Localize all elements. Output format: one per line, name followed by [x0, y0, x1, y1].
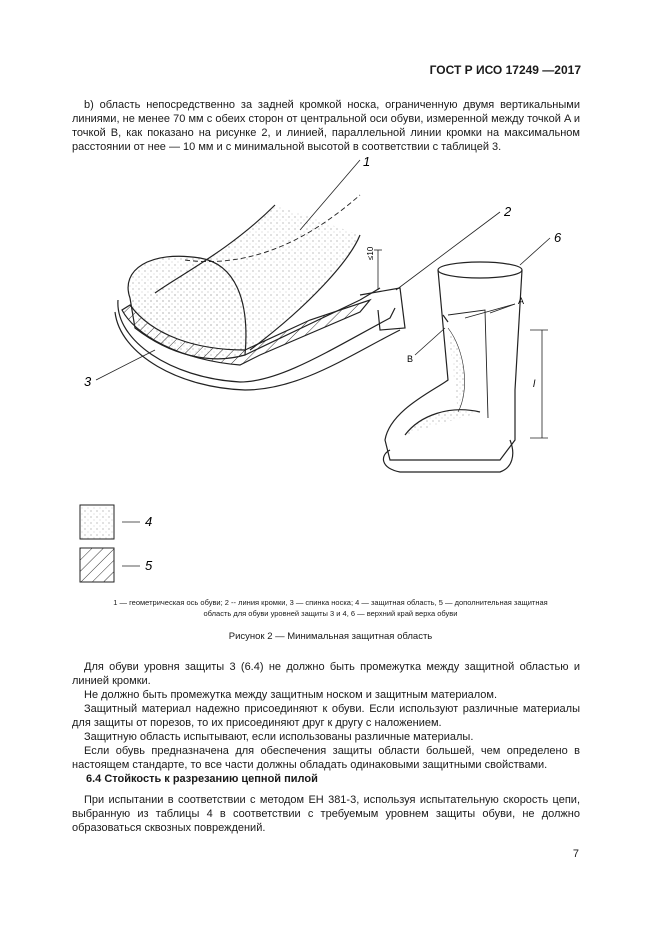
label-4: 4: [145, 514, 153, 529]
legend-line-2: область для обуви уровней защиты 3 и 4, 6 — верхний край верха обуви: [203, 609, 458, 618]
standard-header: ГОСТ Р ИСО 17249 —2017: [429, 63, 581, 77]
label-6: 6: [554, 230, 562, 245]
body-paragraph-2: [72, 688, 580, 702]
page-number: 7: [572, 848, 579, 860]
body-text-3: Защитный материал надежно присоединяют к обуви. Если используют различные материалы для защиты от порезов, то их присоединяют друг к другу с наложением.: [72, 703, 580, 729]
label-3: 3: [84, 374, 92, 389]
label-b: B: [407, 354, 414, 364]
body-paragraph-3: [72, 702, 580, 730]
section-text: При испытании в соответствии с методом ЕН 381-3, используя испытательную скорость цепи, выбранную из таблицы 4 в соответствии с требуемым уровнем защиты обуви, не должно образоваться сквозных повреждений.: [72, 794, 580, 834]
legend-swatch-dotted: [80, 505, 114, 539]
label-a: A: [518, 296, 525, 306]
intro-text: b) область непосредственно за задней кромкой носка, ограниченную двумя вертикальными линиями, не менее 70 мм с обеих сторон от центральной оси обуви, измеренной между точкой A и точкой B, как показано на рисунке 2, и линией, параллельной линии кромки на максимальном расстоянии от нее — 10 мм и с минимальной высотой в соответствии с таблицей 3.: [72, 99, 580, 153]
toe-cap-drawing: [115, 195, 405, 390]
label-leaders: [96, 160, 550, 566]
body-text-2: Не должно быть промежутка между защитным носком и защитным материалом.: [84, 689, 498, 701]
label-2: 2: [504, 204, 512, 219]
figure-2: [60, 150, 600, 590]
body-text-4: Защитную область испытывают, если использованы различные материалы.: [84, 731, 474, 743]
body-paragraph-5: [72, 744, 580, 772]
section-title: 6.4 Стойкость к разрезанию цепной пилой: [86, 773, 318, 785]
body-paragraph-4: [72, 730, 580, 744]
body-paragraph-1: [72, 660, 580, 688]
label-5: 5: [145, 558, 153, 573]
intro-paragraph: [72, 98, 580, 154]
figure-caption: Рисунок 2 — Минимальная защитная область: [228, 631, 433, 642]
section-paragraph: [72, 793, 580, 835]
legend-swatch-hatched: [80, 548, 114, 582]
boot-drawing: [383, 262, 548, 472]
label-l: l: [533, 379, 536, 390]
label-1: 1: [363, 154, 371, 169]
body-text-1: Для обуви уровня защиты 3 (6.4) не должно быть промежутка между защитной областью и линией кромки.: [72, 661, 580, 687]
body-text-5: Если обувь предназначена для обеспечения защиты области большей, чем определено в настоящем стандарте, то все части должны обладать одинаковыми защитными свойствами.: [72, 745, 580, 771]
figure-legend: [38, 597, 623, 619]
legend-line-1: 1 — геометрическая ось обуви; 2 -- линия кромки, 3 — спинка носка; 4 — защитная область, 5 — дополнительная защитная: [113, 598, 548, 607]
dim-le10: ≤10: [366, 246, 375, 260]
